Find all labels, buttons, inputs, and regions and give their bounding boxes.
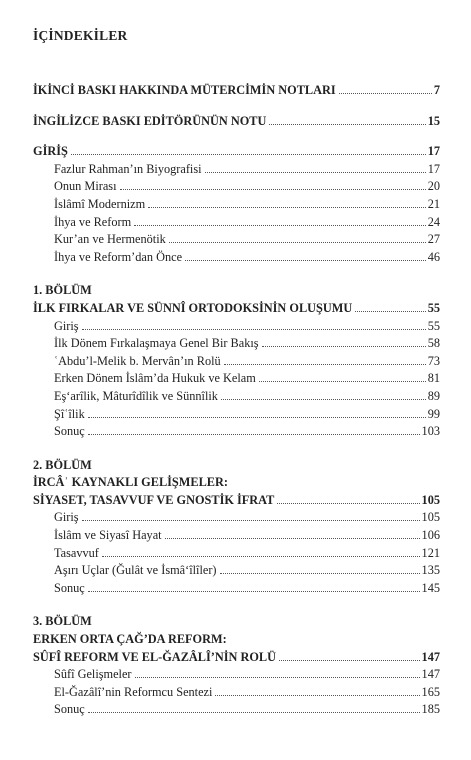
chapter-title-line: ERKEN ORTA ÇAĞ’DA REFORM: [33,632,227,647]
dot-leader [339,93,432,94]
entry-title: Giriş [54,318,79,333]
entry-title: Eş‘arîlik, Mâturîdîlik ve Sünnîlik [54,388,218,403]
chapter-label: 3. BÖLÜM [33,614,92,629]
chapter-3 [33,613,440,719]
page-number: 21 [427,196,440,211]
dot-leader [277,503,419,504]
entry-title: İKİNCİ BASKI HAKKINDA MÜTERCİMİN NOTLARI [33,83,336,97]
dot-leader [120,189,426,190]
page-number: 99 [427,406,440,421]
table-of-contents [33,82,440,719]
toc-entry-translator-notes[interactable] [33,82,440,100]
entry-title: Sonuç [54,580,85,595]
entry-title: İLK FIRKALAR VE SÜNNÎ ORTODOKSİNİN OLUŞUMU [33,300,353,315]
dot-leader [224,364,426,365]
chapter-2 [33,457,440,598]
dot-leader [88,591,420,592]
dot-leader [148,207,426,208]
entry-title: El-Ğazâlî’nin Reformcu Sentezi [54,684,213,699]
page-number: 17 [427,161,440,176]
entry-title: Sonuç [54,424,85,439]
chapter-label: 2. BÖLÜM [33,457,92,472]
page-number: 147 [421,649,440,664]
dot-leader [221,399,426,400]
toc-sub-entry[interactable] [33,388,440,406]
toc-entry-editor-note[interactable] [33,113,440,131]
toc-sub-entry[interactable] [33,509,440,527]
toc-sub-entry[interactable] [33,545,440,563]
toc-sub-entry[interactable] [33,406,440,424]
page-number: 27 [427,232,440,247]
toc-sub-entry[interactable] [33,335,440,353]
toc-sub-entry[interactable] [33,580,440,598]
dot-leader [71,154,426,155]
entry-title: Kur’an ve Hermenötik [54,232,166,247]
chapter-1 [33,282,440,440]
page-number: 15 [427,113,440,128]
entry-title: Giriş [54,510,79,525]
toc-sub-entry[interactable] [33,353,440,371]
entry-title: Aşırı Uçlar (Ğulât ve İsmâ‘îlîler) [54,563,217,578]
entry-title: İhya ve Reform [54,214,132,229]
entry-title: GİRİŞ [33,144,68,159]
section-giris [33,143,440,266]
entry-title: Onun Mirası [54,179,117,194]
dot-leader [215,695,419,696]
page-number: 55 [427,318,440,333]
toc-sub-entry[interactable] [33,231,440,249]
toc-sub-entry[interactable] [33,196,440,214]
page-number: 135 [421,563,440,578]
page-number: 20 [427,179,440,194]
dot-leader [169,242,426,243]
page-number: 106 [421,528,440,543]
front-matter [33,82,440,130]
toc-sub-entry[interactable] [33,214,440,232]
page-title: İÇİNDEKİLER [33,28,128,43]
toc-entry-chapter-2[interactable] [33,492,440,510]
page-number: 58 [427,336,440,351]
page-number: 81 [427,371,440,386]
page-number: 105 [421,510,440,525]
dot-leader [134,225,426,226]
toc-sub-entry[interactable] [33,562,440,580]
entry-title: İslâm ve Siyasî Hayat [54,528,162,543]
dot-leader [269,124,425,125]
dot-leader [88,712,420,713]
dot-leader [82,520,420,521]
page-number: 121 [421,545,440,560]
dot-leader [279,660,420,661]
page-number: 165 [421,684,440,699]
dot-leader [102,556,420,557]
page-number: 145 [421,580,440,595]
toc-sub-entry[interactable] [33,178,440,196]
page-number: 55 [427,300,440,315]
page-number: 89 [427,388,440,403]
toc-sub-entry[interactable] [33,161,440,179]
entry-title: İlk Dönem Fırkalaşmaya Genel Bir Bakış [54,336,259,351]
toc-sub-entry[interactable] [33,666,440,684]
toc-entry-chapter-1[interactable] [33,300,440,318]
dot-leader [355,311,425,312]
dot-leader [259,381,426,382]
toc-sub-entry[interactable] [33,318,440,336]
toc-sub-entry[interactable] [33,684,440,702]
entry-title: İhya ve Reform’dan Önce [54,249,183,264]
dot-leader [262,346,426,347]
dot-leader [88,434,420,435]
page-number: 103 [421,424,440,439]
page-number: 17 [427,144,440,159]
dot-leader [220,573,420,574]
toc-sub-entry[interactable] [33,527,440,545]
page-number: 7 [433,83,440,97]
entry-title: ʿAbdu’l-Melik b. Mervân’ın Rolü [54,353,221,368]
entry-title: İNGİLİZCE BASKI EDİTÖRÜNÜN NOTU [33,113,267,128]
toc-entry-giris[interactable] [33,143,440,161]
toc-sub-entry[interactable] [33,370,440,388]
entry-title: Şîʿîlik [54,406,85,421]
page-number: 24 [427,214,440,229]
entry-title: Fazlur Rahman’ın Biyografisi [54,161,202,176]
entry-title: İslâmî Modernizm [54,196,146,211]
toc-sub-entry[interactable] [33,249,440,267]
page-number: 105 [421,492,440,507]
entry-title: SİYASET, TASAVVUF VE GNOSTİK İFRAT [33,492,275,507]
entry-title: Sûfî Gelişmeler [54,667,132,682]
entry-title: Erken Dönem İslâm’da Hukuk ve Kelam [54,371,256,386]
dot-leader [88,417,426,418]
dot-leader [82,329,426,330]
page-number: 46 [427,249,440,264]
page-number: 185 [421,702,440,717]
toc-sub-entry[interactable] [33,423,440,441]
entry-title: Sonuç [54,702,85,717]
dot-leader [185,260,426,261]
chapter-title-line: İRCÂʾ KAYNAKLI GELİŞMELER: [33,475,228,490]
dot-leader [165,538,420,539]
entry-title: SÛFÎ REFORM VE EL-ĞAZÂLÎ’NİN ROLÜ [33,649,277,664]
page-number: 73 [427,353,440,368]
toc-entry-chapter-3[interactable] [33,649,440,667]
chapter-label: 1. BÖLÜM [33,283,92,298]
dot-leader [205,172,426,173]
page-number: 147 [421,667,440,682]
entry-title: Tasavvuf [54,545,99,560]
toc-sub-entry[interactable] [33,701,440,719]
dot-leader [135,677,420,678]
